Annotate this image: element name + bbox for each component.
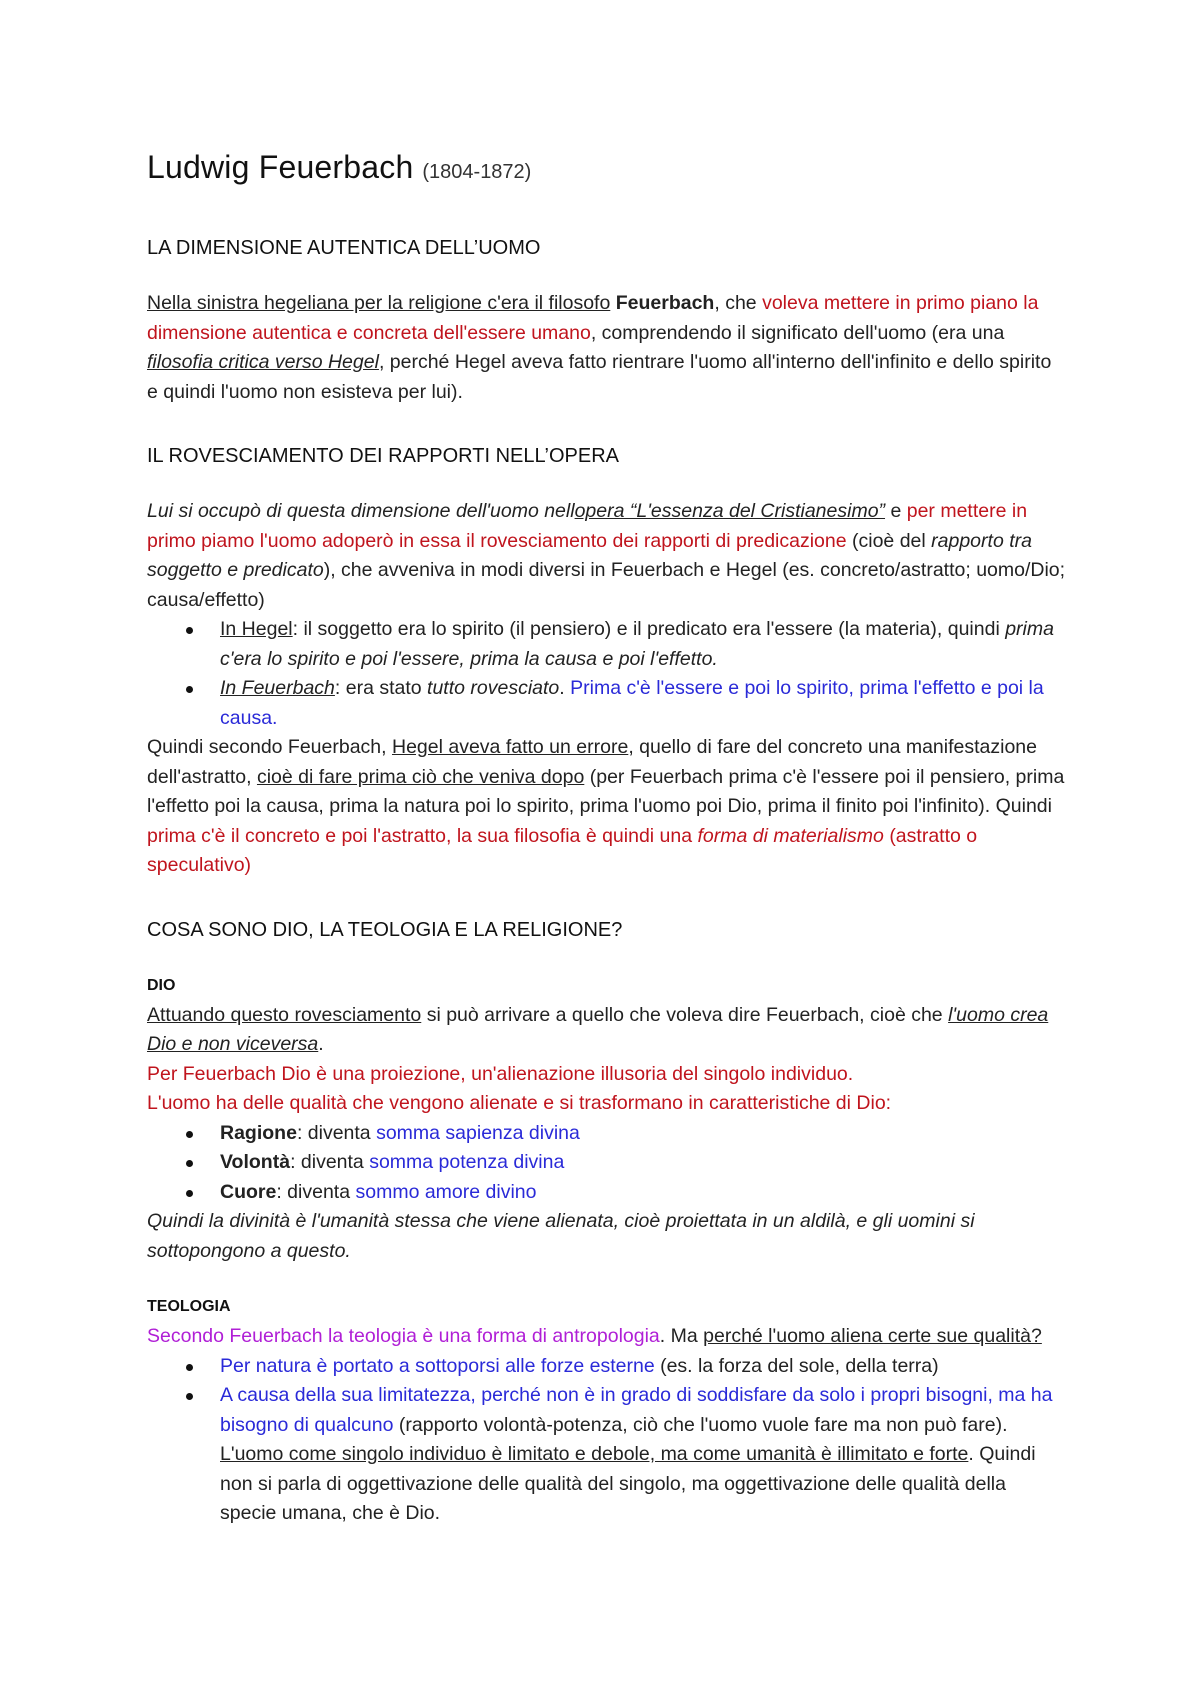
document-title — [147, 142, 1067, 197]
italic-text: tutto rovesciato — [427, 677, 560, 699]
text: Quindi secondo Feuerbach, — [147, 736, 387, 758]
bold-term: Cuore — [220, 1180, 277, 1203]
text: . — [559, 677, 565, 699]
bullet-list — [147, 615, 1067, 733]
text: , quello di fare del concreto una manifestazione dell'astratto, — [147, 736, 1037, 788]
highlight-red-italic-text: forma di materialismo — [697, 824, 884, 847]
highlight-blue-text: Per natura è portato a sottoporsi alle forze esterne — [220, 1354, 655, 1377]
paragraph — [147, 1322, 1067, 1352]
paragraph — [147, 497, 1067, 615]
italic-underlined-text: l'uomo crea Dio e non viceversa — [147, 1003, 1049, 1055]
text: : diventa — [296, 1121, 371, 1144]
italic-underlined-text: In Feuerbach — [220, 677, 335, 699]
highlight-red-text: prima c'è il concreto e poi l'astratto, la sua filosofia è quindi una — [147, 824, 693, 847]
paragraph — [147, 289, 1067, 407]
text: : il soggetto era lo spirito (il pensiero) e il predicato era l'essere (la materia), quindi — [292, 618, 1000, 640]
underlined-text: Hegel aveva fatto un errore — [392, 736, 629, 758]
text: (per Feuerbach prima c'è l'essere poi il pensiero, prima l'effetto poi la causa, prima la natura poi lo spirito, prima l'uomo poi Dio, prima il finito poi l'infinito). Quindi — [147, 765, 1065, 817]
paragraph — [147, 1001, 1067, 1060]
list-item — [220, 674, 1067, 733]
text: . — [318, 1033, 324, 1055]
underlined-text: In Hegel — [220, 618, 293, 640]
list-item — [220, 1119, 1067, 1149]
highlight-blue-text: Prima c'è l'essere e poi lo spirito, prima l'effetto e poi la causa. — [220, 677, 1044, 729]
title-years: (1804-1872) — [422, 161, 532, 183]
highlight-red-text: (astratto o speculativo) — [147, 824, 978, 876]
section-heading: IL ROVESCIAMENTO DEI RAPPORTI NELL’OPERA — [147, 445, 619, 467]
highlight-red-text: per mettere in primo piamo l'uomo adoperò in essa il rovesciamento dei rapporti di predicazione — [147, 500, 1028, 552]
bullet-list — [147, 1119, 1067, 1208]
work-title: opera “L'essenza del Cristianesimo” — [574, 500, 886, 522]
italic-text: Lui si occupò di questa dimensione dell'uomo nell — [147, 500, 575, 522]
text: si può arrivare a quello che voleva dire Feuerbach, cioè che — [426, 1003, 943, 1026]
underlined-text: L'uomo come singolo individuo è limitato e debole, ma come umanità è illimitato e forte — [220, 1443, 969, 1465]
text: : era stato — [334, 677, 422, 699]
section-heading: LA DIMENSIONE AUTENTICA DELL’UOMO — [147, 237, 541, 259]
text: , che — [714, 292, 757, 314]
highlight-blue-text: somma potenza divina — [369, 1151, 565, 1173]
subheading-dio: DIO — [147, 976, 176, 994]
highlight-blue-text: somma sapienza divina — [376, 1121, 580, 1144]
underlined-text: Nella sinistra hegeliana per la religione c'era il filosofo — [147, 292, 611, 314]
bold-term: Volontà — [220, 1151, 291, 1173]
bold-term: Ragione — [220, 1121, 297, 1144]
underlined-text: perché l'uomo aliena certe sue qualità? — [703, 1325, 1042, 1347]
text: . Quindi non si parla di oggettivazione delle qualità del singolo, ma oggettivazione delle qualità della specie umana, che è Dio. — [220, 1443, 1036, 1524]
paragraph-red: L'uomo ha delle qualità che vengono alienate e si trasformano in caratteristiche di Dio: — [147, 1092, 892, 1114]
section-dio-teologia-religione — [147, 917, 1067, 1529]
italic-text: rapporto tra soggetto e predicato — [147, 529, 1032, 581]
italic-text: prima c'era lo spirito e poi l'essere, prima la causa e poi l'effetto. — [220, 618, 1054, 670]
list-item — [220, 1381, 1067, 1529]
section-heading: COSA SONO DIO, LA TEOLOGIA E LA RELIGIONE? — [147, 918, 623, 941]
highlight-blue-text: sommo amore divino — [355, 1180, 537, 1203]
paragraph-italic: Quindi la divinità è l'umanità stessa che viene alienata, cioè proiettata in un aldilà, e gli uomini si sottopongono a questo. — [147, 1210, 975, 1262]
list-item — [220, 615, 1067, 674]
paragraph — [147, 733, 1067, 881]
underlined-text: Attuando questo rovesciamento — [147, 1003, 422, 1026]
highlight-blue-text: A causa della sua limitatezza, perché non è in grado di soddisfare da solo i propri bisogni, ma ha bisogno di qualcuno — [220, 1384, 1053, 1436]
title-name: Ludwig Feuerbach — [147, 149, 414, 185]
section-dimensione-autentica — [147, 235, 1067, 407]
highlight-red-text: voleva mettere in primo piano la dimensione autentica e concreta dell'essere umano — [147, 292, 1039, 344]
text: (es. la forza del sole, della terra) — [660, 1354, 939, 1377]
underlined-text: cioè di fare prima ciò che veniva dopo — [256, 765, 585, 788]
bullet-list — [147, 1352, 1067, 1529]
text: e — [890, 500, 902, 522]
bold-text: Feuerbach — [615, 292, 715, 314]
text: (rapporto volontà-potenza, ciò che l'uomo vuole fare ma non può fare). — [398, 1413, 1008, 1436]
list-item — [220, 1352, 1067, 1382]
text: ), che avveniva in modi diversi in Feuerbach e Hegel (es. concreto/astratto; uomo/Dio; causa/effetto) — [147, 559, 1066, 611]
spacer — [147, 1266, 1067, 1292]
subheading-teologia: TEOLOGIA — [147, 1298, 231, 1315]
italic-underlined-text: filosofia critica verso Hegel — [147, 351, 379, 373]
paragraph-red: Per Feuerbach Dio è una proiezione, un'alienazione illusoria del singolo individuo. — [147, 1062, 854, 1085]
highlight-purple-text: Secondo Feuerbach la teologia è una forma di antropologia — [147, 1325, 660, 1347]
text: (cioè del — [852, 529, 926, 552]
list-item — [220, 1148, 1067, 1178]
text: , comprendendo il significato dell'uomo (era una — [590, 321, 1005, 344]
text: : diventa — [290, 1151, 364, 1173]
text: : diventa — [276, 1180, 351, 1203]
text: , perché Hegel aveva fatto rientrare l'uomo all'interno dell'infinito e dello spirito e quindi l'uomo non esisteva per lui). — [147, 351, 1052, 403]
document-page — [147, 142, 1067, 1529]
text: . Ma — [659, 1325, 698, 1347]
list-item — [220, 1178, 1067, 1208]
section-rovesciamento — [147, 443, 1067, 881]
